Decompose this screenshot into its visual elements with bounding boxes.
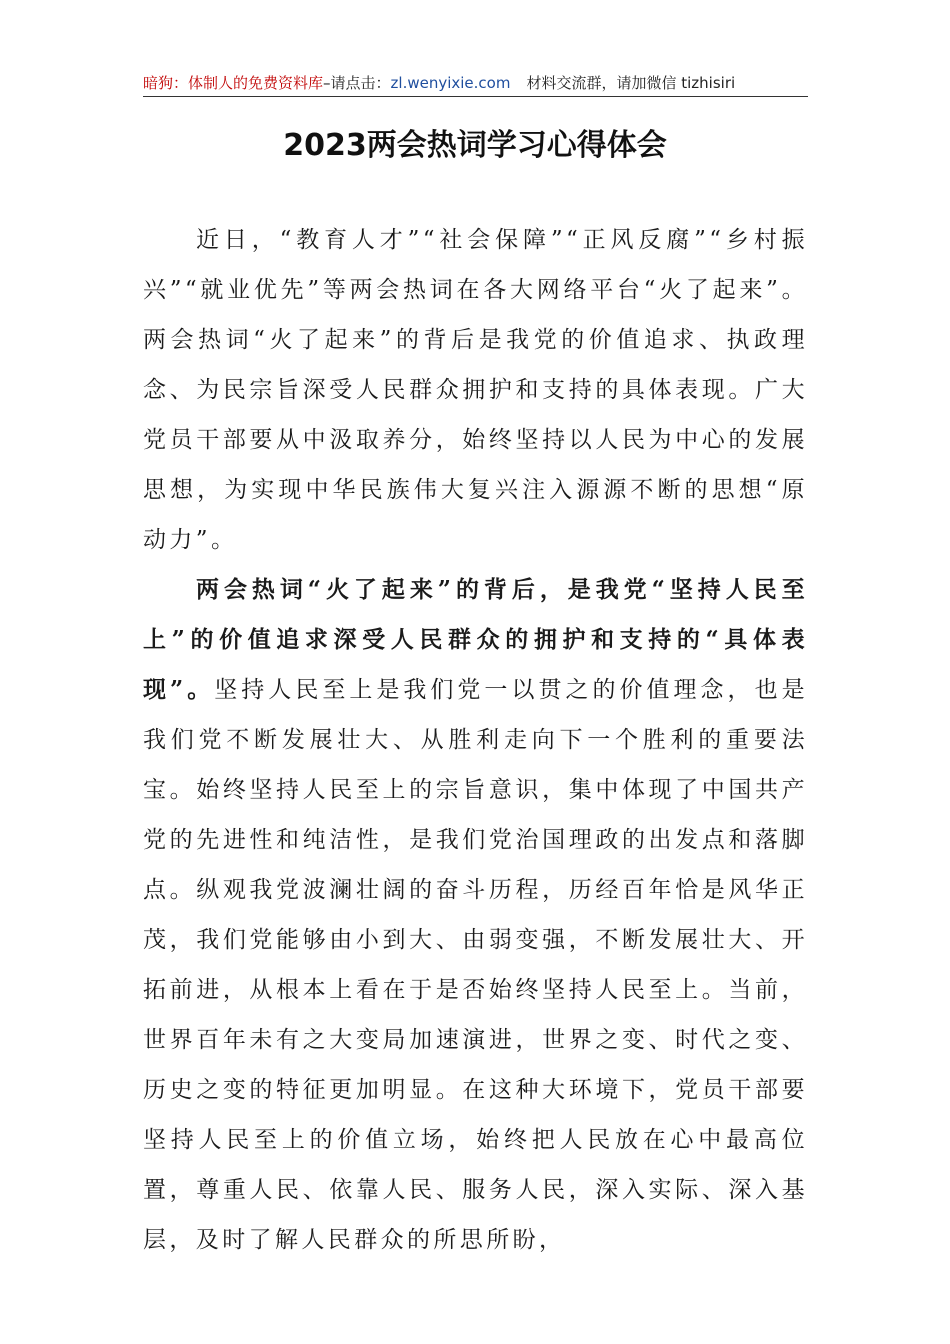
paragraph-2 <box>143 565 808 1265</box>
paragraph-1-text: 近日，“教育人才”“社会保障”“正风反腐”“乡村振兴”“就业优先”等两会热词在各大网络平台“火了起来”。两会热词“火了起来”的背后是我党的价值追求、执政理念、为民宗旨深受人民群众拥护和支持的具体表现。广大党员干部要从中汲取养分，始终坚持以人民为中心的发展思想，为实现中华民族伟大复兴注入源源不断的思想“原动力”。 <box>143 227 808 553</box>
paragraph-1 <box>143 215 808 565</box>
header-source-label: 暗狗：体制人的免费资料库 <box>143 74 324 92</box>
document-title: 2023两会热词学习心得体会 <box>283 128 667 163</box>
header-url-link[interactable]: zl.wenyixie.com <box>390 74 511 92</box>
header-contact-text: 材料交流群，请加微信 tizhisiri <box>526 74 736 92</box>
paragraph-2-bold-lead: 两会热词“火了起来”的背后，是我党“坚持人民至上”的价值追求深受人民群众的拥护和支持的“具体表现”。 <box>143 576 808 703</box>
page-header <box>143 70 808 97</box>
document-body <box>143 215 808 1265</box>
header-click-label: –请点击： <box>323 74 391 92</box>
paragraph-2-text: 坚持人民至上是我们党一以贯之的价值理念，也是我们党不断发展壮大、从胜利走向下一个胜利的重要法宝。始终坚持人民至上的宗旨意识，集中体现了中国共产党的先进性和纯洁性，是我们党治国理政的出发点和落脚点。纵观我党波澜壮阔的奋斗历程，历经百年恰是风华正茂，我们党能够由小到大、由弱变强，不断发展壮大、开拓前进，从根本上看在于是否始终坚持人民至上。当前，世界百年未有之大变局加速演进，世界之变、时代之变、历史之变的特征更加明显。在这种大环境下，党员干部要坚持人民至上的价值立场，始终把人民放在心中最高位置，尊重人民、依靠人民、服务人民，深入实际、深入基层，及时了解人民群众的所思所盼， <box>143 677 808 1253</box>
